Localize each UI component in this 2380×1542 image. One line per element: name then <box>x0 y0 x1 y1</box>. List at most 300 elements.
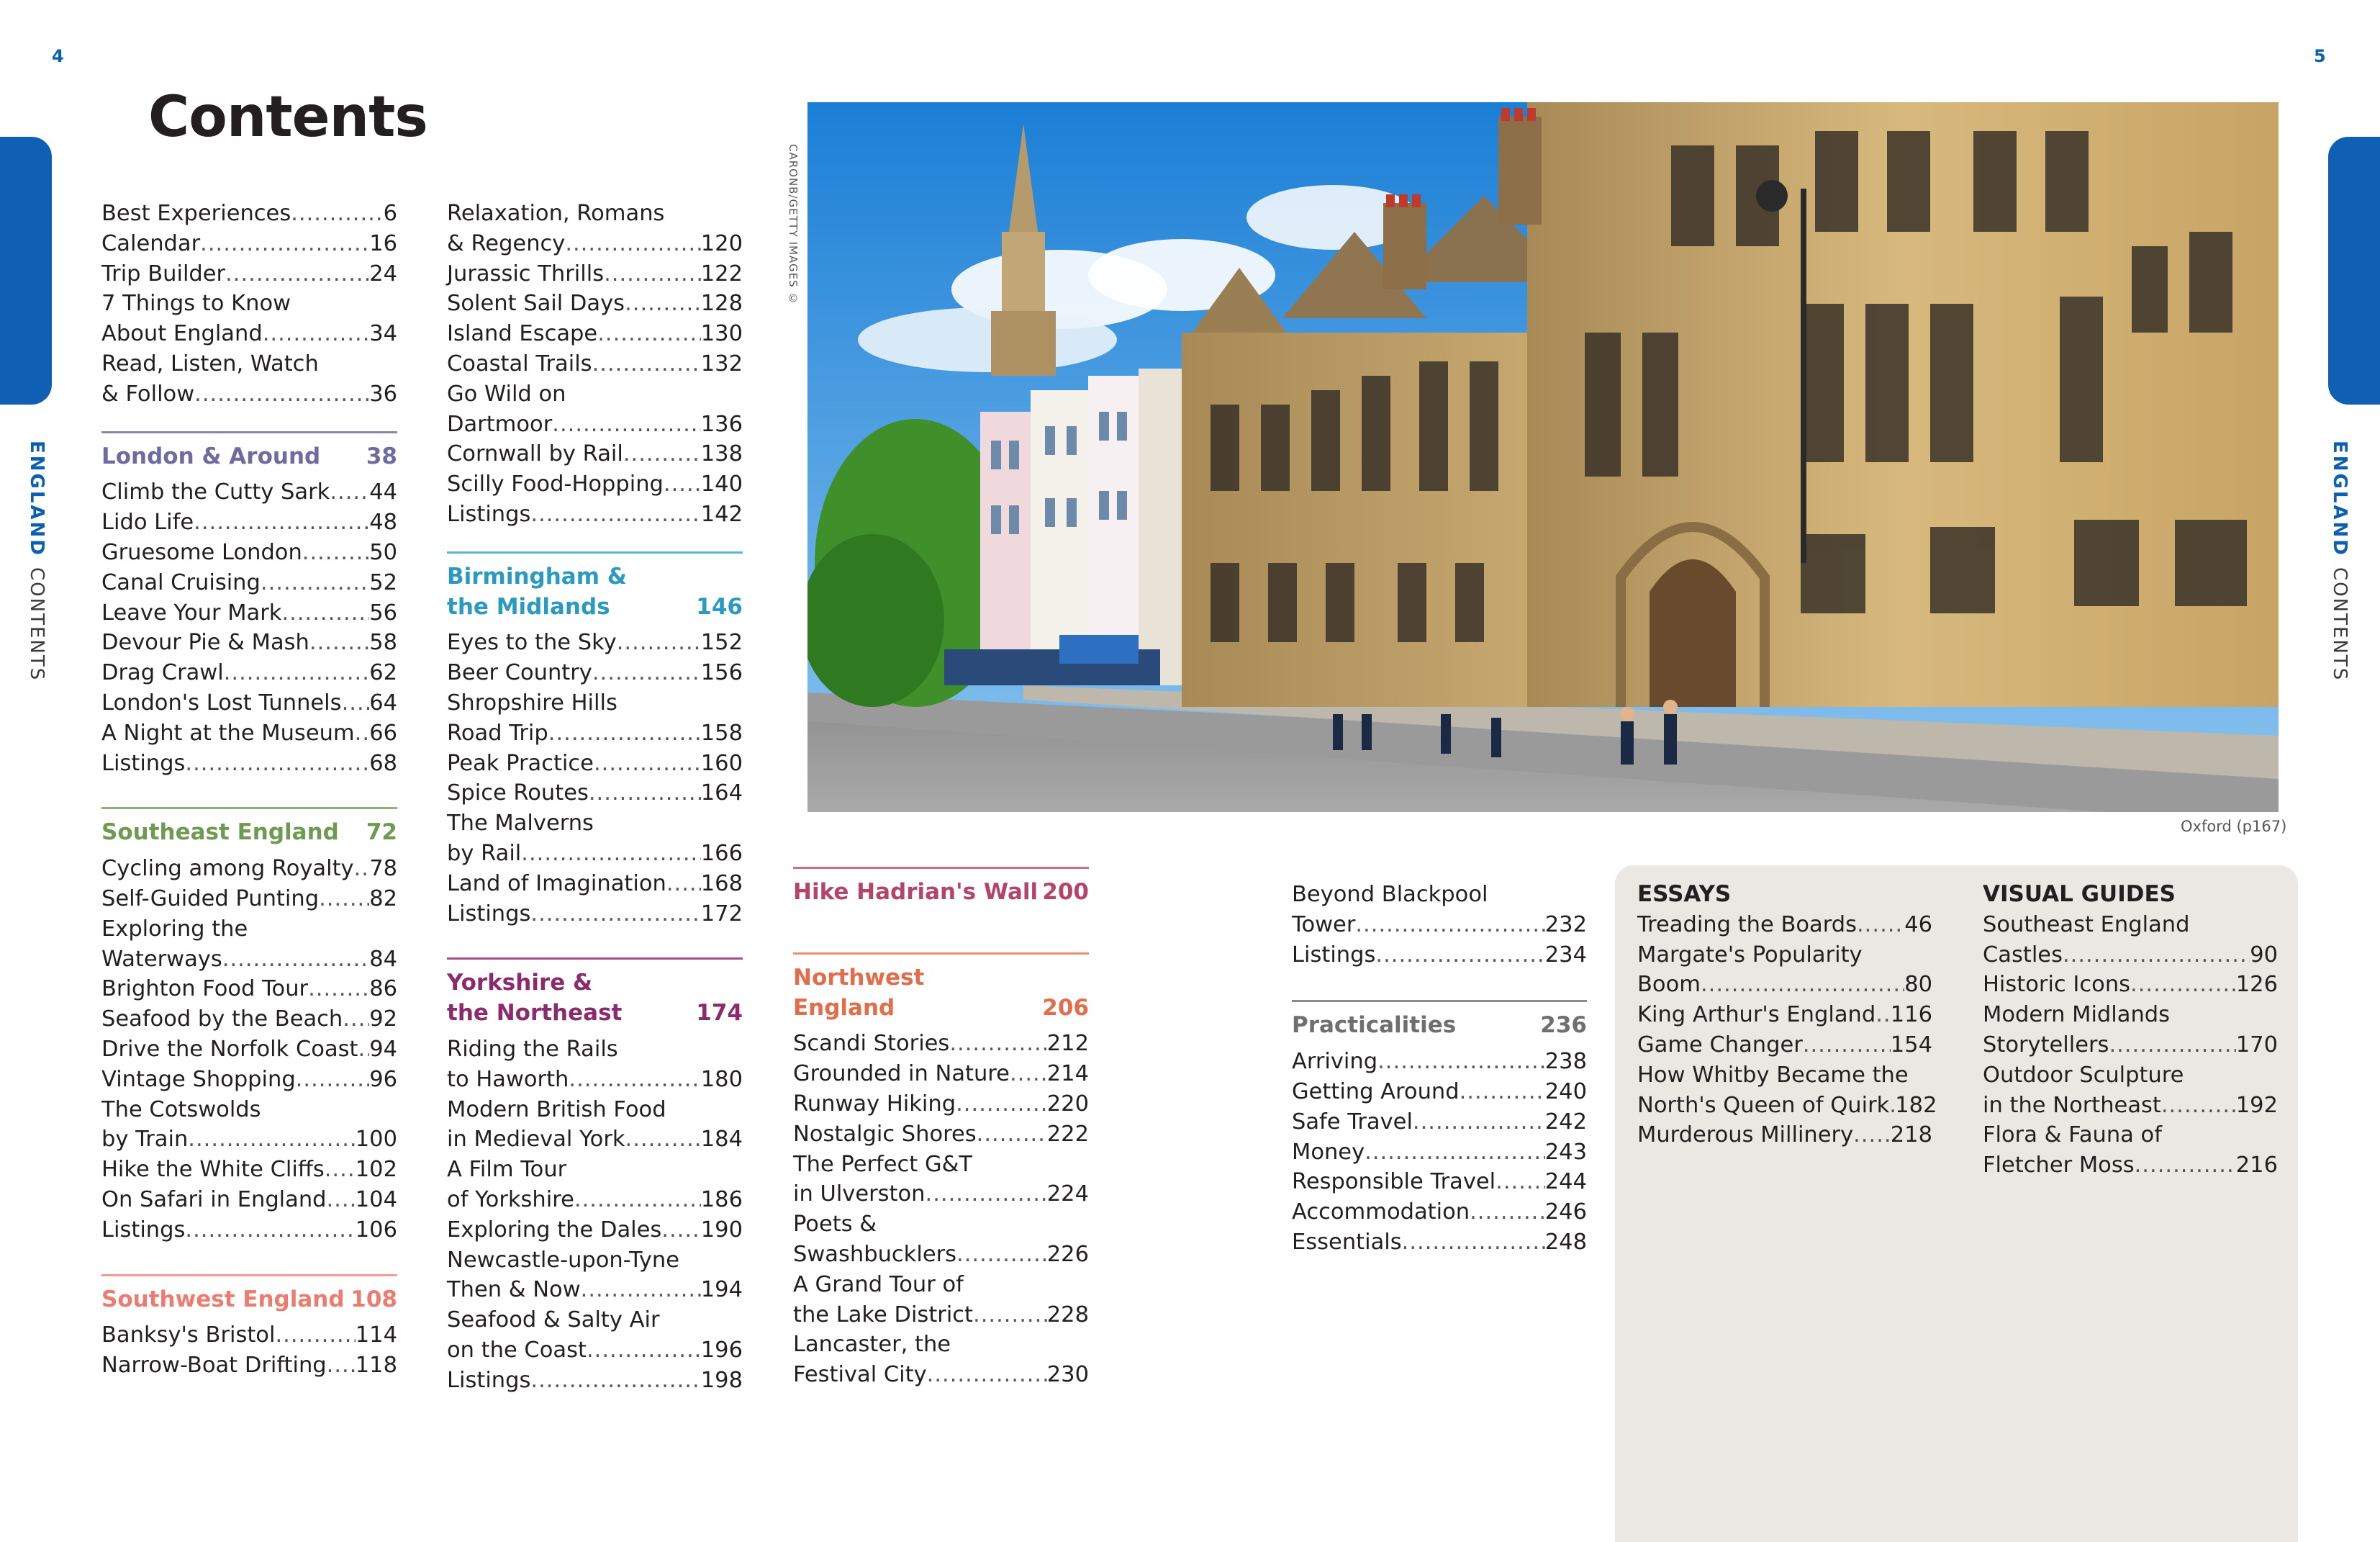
toc-entry[interactable] <box>447 1124 743 1155</box>
toc-entry[interactable] <box>101 199 397 229</box>
leader-dots <box>530 899 700 929</box>
toc-entry[interactable] <box>447 410 743 440</box>
visual-guides-list <box>1983 910 2278 1181</box>
southeast-list <box>101 854 397 1245</box>
leader-dots <box>552 410 701 440</box>
toc-entry-title: & Follow <box>101 381 195 407</box>
section-southwest <box>101 1274 397 1315</box>
toc-entry-page: 232 <box>1544 911 1587 937</box>
toc-entry[interactable] <box>447 749 743 779</box>
toc-entry-page: 114 <box>355 1322 397 1348</box>
toc-entry-title: on the Coast <box>447 1337 587 1363</box>
toc-entry[interactable] <box>1292 910 1587 940</box>
section-page: 146 <box>696 593 743 620</box>
toc-entry-title: Runway Hiking <box>793 1091 956 1117</box>
toc-entry-title: Scandi Stories <box>793 1031 950 1057</box>
leader-dots <box>589 778 701 808</box>
toc-entry-title: Responsible Travel <box>1292 1169 1496 1195</box>
toc-entry-title: Peak Practice <box>447 750 594 776</box>
leader-dots <box>225 259 369 289</box>
toc-entry-title: Climb the Cutty Sark <box>101 479 330 505</box>
toc-entry[interactable] <box>447 1215 743 1245</box>
leader-dots <box>597 319 701 349</box>
toc-entry[interactable] <box>1637 1120 1932 1150</box>
oxford-photo <box>807 102 2279 812</box>
section-page: 200 <box>1042 879 1089 905</box>
toc-entry-title: Banksy's Bristol <box>101 1322 276 1348</box>
toc-entry[interactable] <box>101 854 397 884</box>
toc-entry-line: The Perfect G&T <box>793 1151 973 1177</box>
leader-dots <box>302 538 369 568</box>
toc-entry[interactable] <box>101 1320 397 1351</box>
toc-entry[interactable] <box>793 1240 1089 1270</box>
toc-entry-line: A Grand Tour of <box>793 1271 964 1297</box>
toc-entry-page: 246 <box>1544 1199 1587 1225</box>
toc-entry-page: 140 <box>700 472 743 497</box>
leader-dots <box>343 1004 369 1034</box>
leader-dots <box>592 349 701 379</box>
toc-entry[interactable] <box>793 1059 1089 1089</box>
toc-entry-title: Beer Country <box>447 660 592 686</box>
toc-entry[interactable] <box>101 1155 397 1185</box>
toc-entry-title: by Train <box>101 1127 189 1153</box>
toc-entry-title: Swashbucklers <box>793 1241 957 1267</box>
toc-entry-title: to Haworth <box>447 1066 569 1092</box>
toc-entry[interactable] <box>101 1351 397 1381</box>
toc-entry[interactable] <box>101 1215 397 1245</box>
section-yorkshire <box>447 957 743 1029</box>
toc-entry-page: 100 <box>355 1127 397 1153</box>
toc-entry[interactable] <box>101 1124 397 1155</box>
toc-entry-page: 226 <box>1046 1241 1089 1267</box>
leader-dots <box>1857 910 1904 940</box>
toc-entry[interactable] <box>447 319 743 349</box>
toc-entry[interactable] <box>101 749 397 779</box>
section-title-line2: the Midlands <box>447 593 610 620</box>
toc-entry[interactable] <box>1637 970 1932 1000</box>
section-title: London & Around <box>101 443 321 469</box>
toc-entry-page: 66 <box>369 720 397 746</box>
toc-entry[interactable] <box>101 718 397 749</box>
toc-entry-title: A Night at the Museum <box>101 720 355 746</box>
toc-entry-title: Historic Icons <box>1983 972 2131 998</box>
toc-entry-line: A Film Tour <box>447 1157 567 1183</box>
toc-entry-page: 44 <box>369 479 397 505</box>
toc-entry-title: Coastal Trails <box>447 351 592 377</box>
leader-dots <box>308 974 369 1004</box>
toc-entry[interactable] <box>101 628 397 658</box>
toc-entry-title: Castles <box>1983 942 2063 968</box>
toc-entry[interactable] <box>101 1065 397 1095</box>
section-title: Practicalities <box>1292 1012 1457 1039</box>
toc-entry-title: the Lake District <box>793 1302 974 1327</box>
oxford-street-illustration <box>807 102 2279 812</box>
toc-entry[interactable] <box>101 884 397 914</box>
toc-entry-page: 96 <box>369 1066 397 1092</box>
leader-dots <box>275 1320 355 1351</box>
leader-dots <box>592 658 701 688</box>
toc-entry-title: of Yorkshire <box>447 1186 574 1212</box>
toc-entry[interactable] <box>447 349 743 379</box>
toc-entry-line: Relaxation, Romans <box>447 201 665 226</box>
toc-entry-line: Riding the Rails <box>447 1036 618 1062</box>
leader-dots <box>281 598 369 628</box>
toc-entry[interactable] <box>101 944 397 975</box>
toc-entry[interactable] <box>101 598 397 628</box>
toc-entry-title: Jurassic Thrills <box>447 261 605 287</box>
toc-entry-title: Narrow-Boat Drifting <box>101 1353 327 1379</box>
toc-entry-title: Boom <box>1637 972 1701 998</box>
toc-entry[interactable] <box>447 259 743 289</box>
toc-entry-title: On Safari in England <box>101 1186 327 1212</box>
toc-entry[interactable] <box>447 899 743 929</box>
side-tab-left <box>0 137 52 405</box>
toc-entry-page: 64 <box>369 690 397 716</box>
leader-dots <box>261 568 369 598</box>
toc-entry[interactable] <box>1292 1227 1587 1258</box>
toc-entry-page: 122 <box>700 261 743 287</box>
leader-dots <box>194 508 369 538</box>
toc-entry-title: King Arthur's England <box>1637 1002 1876 1028</box>
toc-entry-page: 120 <box>700 230 743 256</box>
leader-dots <box>1377 1047 1545 1077</box>
toc-entry[interactable] <box>101 1185 397 1215</box>
toc-entry[interactable] <box>1983 1150 2278 1181</box>
toc-entry[interactable] <box>1637 1091 1937 1121</box>
toc-entry[interactable] <box>1637 1030 1932 1060</box>
toc-entry-title: Drive the Norfolk Coast <box>101 1036 358 1062</box>
toc-entry-page: 130 <box>700 321 743 347</box>
toc-entry-title: & Regency <box>447 230 566 256</box>
leader-dots <box>185 749 369 779</box>
leader-dots <box>319 884 369 914</box>
toc-column-4 <box>1292 880 1587 1258</box>
leader-dots <box>530 500 700 530</box>
toc-entry-title: Safe Travel <box>1292 1109 1413 1135</box>
toc-entry-page: 234 <box>1544 942 1587 968</box>
leader-dots <box>927 1360 1047 1390</box>
toc-entry[interactable] <box>447 778 743 808</box>
toc-entry-title: Exploring the Dales <box>447 1217 662 1243</box>
toc-entry-line: Lancaster, the <box>793 1332 951 1358</box>
toc-entry-line: Modern Midlands <box>1983 1002 2171 1028</box>
leader-dots <box>2109 1030 2235 1060</box>
toc-entry[interactable] <box>793 1179 1089 1209</box>
toc-entry[interactable] <box>101 508 397 538</box>
toc-entry[interactable] <box>447 1275 743 1305</box>
toc-entry[interactable] <box>793 1300 1089 1330</box>
toc-entry-page: 78 <box>369 856 397 882</box>
toc-entry[interactable] <box>1292 1197 1587 1227</box>
toc-entry-page: 50 <box>369 539 397 565</box>
toc-entry[interactable] <box>447 1185 743 1215</box>
section-page: 108 <box>350 1286 397 1312</box>
toc-entry-line: Modern British Food <box>447 1096 666 1122</box>
toc-entry[interactable] <box>447 869 743 899</box>
leader-dots <box>2130 970 2236 1000</box>
toc-entry[interactable] <box>793 1029 1089 1059</box>
toc-entry-title: Listings <box>101 1217 186 1243</box>
leader-dots <box>2161 1091 2236 1121</box>
leader-dots <box>327 1351 356 1381</box>
toc-entry-page: 118 <box>355 1353 397 1379</box>
section-hadrians-wall <box>793 867 1089 908</box>
southwest-cont-list <box>447 199 743 530</box>
toc-entry[interactable] <box>447 1335 743 1366</box>
toc-entry-page: 212 <box>1046 1031 1089 1057</box>
toc-entry-title: Canal Cruising <box>101 569 261 595</box>
toc-entry-title: by Rail <box>447 840 522 866</box>
toc-entry-line: The Malverns <box>447 811 594 837</box>
birmingham-list <box>447 628 743 929</box>
toc-entry[interactable] <box>101 259 397 289</box>
toc-column-1 <box>101 199 397 1381</box>
toc-entry[interactable] <box>1292 1137 1587 1168</box>
leader-dots <box>325 1155 356 1185</box>
toc-entry-title: North's Queen of Quirk <box>1637 1092 1890 1118</box>
toc-entry-page: 216 <box>2235 1153 2278 1178</box>
toc-entry-page: 132 <box>700 351 743 377</box>
leader-dots <box>530 1366 700 1396</box>
toc-entry-page: 104 <box>355 1186 397 1212</box>
toc-entry-page: 180 <box>700 1066 743 1092</box>
toc-entry[interactable] <box>101 658 397 688</box>
section-title-line1: Northwest <box>793 964 925 991</box>
leader-dots <box>594 749 701 779</box>
leader-dots <box>355 718 370 749</box>
toc-entry[interactable] <box>101 477 397 508</box>
essays-column <box>1637 880 1937 1150</box>
leader-dots <box>548 718 701 749</box>
toc-entry[interactable] <box>1292 1047 1587 1077</box>
toc-entry[interactable] <box>101 688 397 718</box>
toc-entry-page: 84 <box>369 946 397 972</box>
section-title-line1: Yorkshire & <box>447 970 593 996</box>
northwest-cont-list <box>1292 880 1587 970</box>
leader-dots <box>1375 940 1544 970</box>
leader-dots <box>625 289 701 319</box>
toc-entry-line: Outdoor Sculpture <box>1983 1062 2184 1088</box>
toc-entry-page: 136 <box>700 411 743 437</box>
page-title: Contents <box>148 85 427 150</box>
toc-entry-page: 62 <box>369 660 397 686</box>
toc-entry[interactable] <box>101 1004 397 1034</box>
section-title-line2: the Northeast <box>447 1000 623 1027</box>
practicalities-list <box>1292 1047 1587 1258</box>
leader-dots <box>200 229 369 259</box>
toc-entry[interactable] <box>447 658 743 688</box>
toc-entry-title: Arriving <box>1292 1049 1378 1075</box>
toc-entry[interactable] <box>1637 910 1932 940</box>
leader-dots <box>342 688 370 718</box>
toc-entry[interactable] <box>101 538 397 568</box>
toc-entry[interactable] <box>447 1366 743 1396</box>
toc-entry-title: Listings <box>101 750 186 776</box>
toc-entry-title: Listings <box>447 501 531 527</box>
leader-dots <box>1010 1059 1047 1089</box>
toc-entry[interactable] <box>447 439 743 469</box>
toc-entry-page: 182 <box>1895 1092 1937 1118</box>
toc-entry[interactable] <box>793 1119 1089 1150</box>
toc-entry[interactable] <box>1292 1077 1587 1107</box>
leader-dots <box>581 1275 701 1305</box>
toc-entry-title: Getting Around <box>1292 1078 1460 1104</box>
toc-entry-page: 34 <box>369 321 397 347</box>
toc-entry-line: Flora & Fauna of <box>1983 1122 2162 1148</box>
toc-entry-title: Solent Sail Days <box>447 291 625 317</box>
leader-dots <box>1365 1137 1545 1168</box>
toc-entry[interactable] <box>101 379 397 410</box>
northwest-list <box>793 1029 1089 1390</box>
toc-entry-page: 244 <box>1544 1169 1587 1195</box>
side-label-word: CONTENTS <box>26 567 47 682</box>
toc-entry[interactable] <box>101 568 397 598</box>
leader-dots <box>623 439 701 469</box>
toc-entry-page: 142 <box>700 501 743 527</box>
toc-entry-page: 186 <box>700 1186 743 1212</box>
toc-entry-title: Nostalgic Shores <box>793 1121 977 1147</box>
side-label-right <box>2329 441 2350 681</box>
toc-entry-title: About England <box>101 321 263 347</box>
toc-entry[interactable] <box>1983 1030 2278 1060</box>
toc-entry[interactable] <box>101 1034 397 1065</box>
toc-entry-page: 242 <box>1544 1109 1587 1135</box>
page-number-left: 4 <box>52 46 64 66</box>
section-page: 38 <box>366 443 397 469</box>
leader-dots <box>1701 970 1904 1000</box>
toc-entry[interactable] <box>1983 970 2278 1000</box>
leader-dots <box>569 1065 700 1095</box>
toc-entry-page: 152 <box>700 630 743 656</box>
toc-entry-line: 7 Things to Know <box>101 291 291 317</box>
toc-entry-title: Leave Your Mark <box>101 600 282 626</box>
toc-entry[interactable] <box>101 229 397 259</box>
leader-dots <box>330 477 369 508</box>
toc-entry-title: Accommodation <box>1292 1199 1470 1225</box>
toc-entry-page: 218 <box>1890 1122 1932 1148</box>
side-label-section: ENGLAND <box>2329 441 2350 557</box>
toc-entry-page: 224 <box>1046 1181 1089 1207</box>
london-list <box>101 477 397 778</box>
leader-dots <box>1853 1120 1891 1150</box>
toc-entry-title: Self-Guided Punting <box>101 885 320 911</box>
toc-entry-title: Then & Now <box>447 1277 581 1303</box>
section-page: 236 <box>1540 1012 1587 1039</box>
section-title: Southeast England <box>101 819 339 846</box>
toc-entry[interactable] <box>447 500 743 530</box>
toc-entry[interactable] <box>447 839 743 869</box>
section-page: 72 <box>366 819 397 846</box>
toc-entry[interactable] <box>447 718 743 749</box>
toc-entry[interactable] <box>793 1360 1089 1390</box>
toc-entry-page: 170 <box>2235 1032 2278 1058</box>
toc-entry-page: 46 <box>1904 911 1932 937</box>
leader-dots <box>521 839 701 869</box>
intro-list <box>101 199 397 410</box>
toc-entry[interactable] <box>1292 1167 1587 1197</box>
southwest-list <box>101 1320 397 1381</box>
leader-dots <box>977 1119 1047 1150</box>
section-title: Southwest England <box>101 1286 345 1312</box>
toc-entry-title: Grounded in Nature <box>793 1061 1010 1087</box>
toc-entry-title: Fletcher Moss <box>1983 1153 2135 1178</box>
visual-guides-column <box>1983 880 2278 1181</box>
toc-entry[interactable] <box>1983 1091 2278 1121</box>
essays-list <box>1637 910 1937 1150</box>
section-title-line1: Birmingham & <box>447 563 627 590</box>
toc-entry-page: 128 <box>700 291 743 317</box>
toc-entry-title: Listings <box>447 1367 531 1393</box>
toc-entry-title: Land of Imagination <box>447 870 666 896</box>
leader-dots <box>185 1215 355 1245</box>
leader-dots <box>1355 910 1544 940</box>
toc-entry-line: Shropshire Hills <box>447 690 617 716</box>
toc-entry-page: 184 <box>700 1127 743 1153</box>
toc-entry-page: 48 <box>369 510 397 536</box>
leader-dots <box>604 259 701 289</box>
toc-entry[interactable] <box>1292 1107 1587 1137</box>
toc-entry-page: 80 <box>1904 972 1932 998</box>
toc-entry-line: Newcastle-upon-Tyne <box>447 1247 679 1273</box>
toc-entry[interactable] <box>1983 940 2278 970</box>
toc-entry-page: 24 <box>369 261 397 287</box>
toc-entry[interactable] <box>447 1065 743 1095</box>
toc-entry-line: Go Wild on <box>447 381 566 407</box>
toc-entry-line: Exploring the <box>101 916 248 942</box>
toc-entry[interactable] <box>447 469 743 500</box>
leader-dots <box>354 854 370 884</box>
toc-entry[interactable] <box>1637 1000 1932 1030</box>
leader-dots <box>1889 1091 1895 1121</box>
toc-entry[interactable] <box>447 289 743 319</box>
toc-entry[interactable] <box>447 628 743 658</box>
toc-entry-title: Vintage Shopping <box>101 1066 296 1092</box>
toc-entry[interactable] <box>447 229 743 259</box>
leader-dots <box>926 1179 1047 1209</box>
section-southeast <box>101 807 397 848</box>
toc-column-3 <box>793 867 1089 1390</box>
toc-entry-page: 238 <box>1544 1049 1587 1075</box>
essays-heading: ESSAYS <box>1637 881 1732 907</box>
toc-entry-page: 154 <box>1890 1032 1932 1058</box>
toc-entry-page: 16 <box>369 230 397 256</box>
toc-entry-title: Gruesome London <box>101 539 302 565</box>
toc-entry-page: 164 <box>700 780 743 806</box>
toc-entry[interactable] <box>1292 940 1587 970</box>
leader-dots <box>1402 1227 1545 1258</box>
toc-entry-page: 220 <box>1046 1091 1089 1117</box>
leader-dots <box>617 628 701 658</box>
toc-entry-page: 126 <box>2235 972 2278 998</box>
toc-entry-page: 94 <box>369 1036 397 1062</box>
toc-entry-title: Island Escape <box>447 321 598 347</box>
section-title-line2: England <box>793 994 895 1021</box>
toc-entry-page: 6 <box>383 201 397 226</box>
toc-entry-page: 248 <box>1544 1229 1587 1255</box>
toc-entry[interactable] <box>793 1089 1089 1119</box>
toc-entry-title: Listings <box>1292 942 1376 968</box>
toc-entry-line: How Whitby Became the <box>1637 1062 1909 1088</box>
toc-entry[interactable] <box>101 319 397 349</box>
toc-entry-title: Dartmoor <box>447 411 553 437</box>
toc-entry-page: 196 <box>700 1337 743 1363</box>
toc-entry-title: Lido Life <box>101 510 194 536</box>
toc-entry-title: Game Changer <box>1637 1032 1803 1058</box>
leader-dots <box>1803 1030 1891 1060</box>
toc-entry-page: 116 <box>1890 1002 1932 1028</box>
toc-entry-page: 214 <box>1046 1061 1089 1087</box>
toc-entry[interactable] <box>101 974 397 1004</box>
